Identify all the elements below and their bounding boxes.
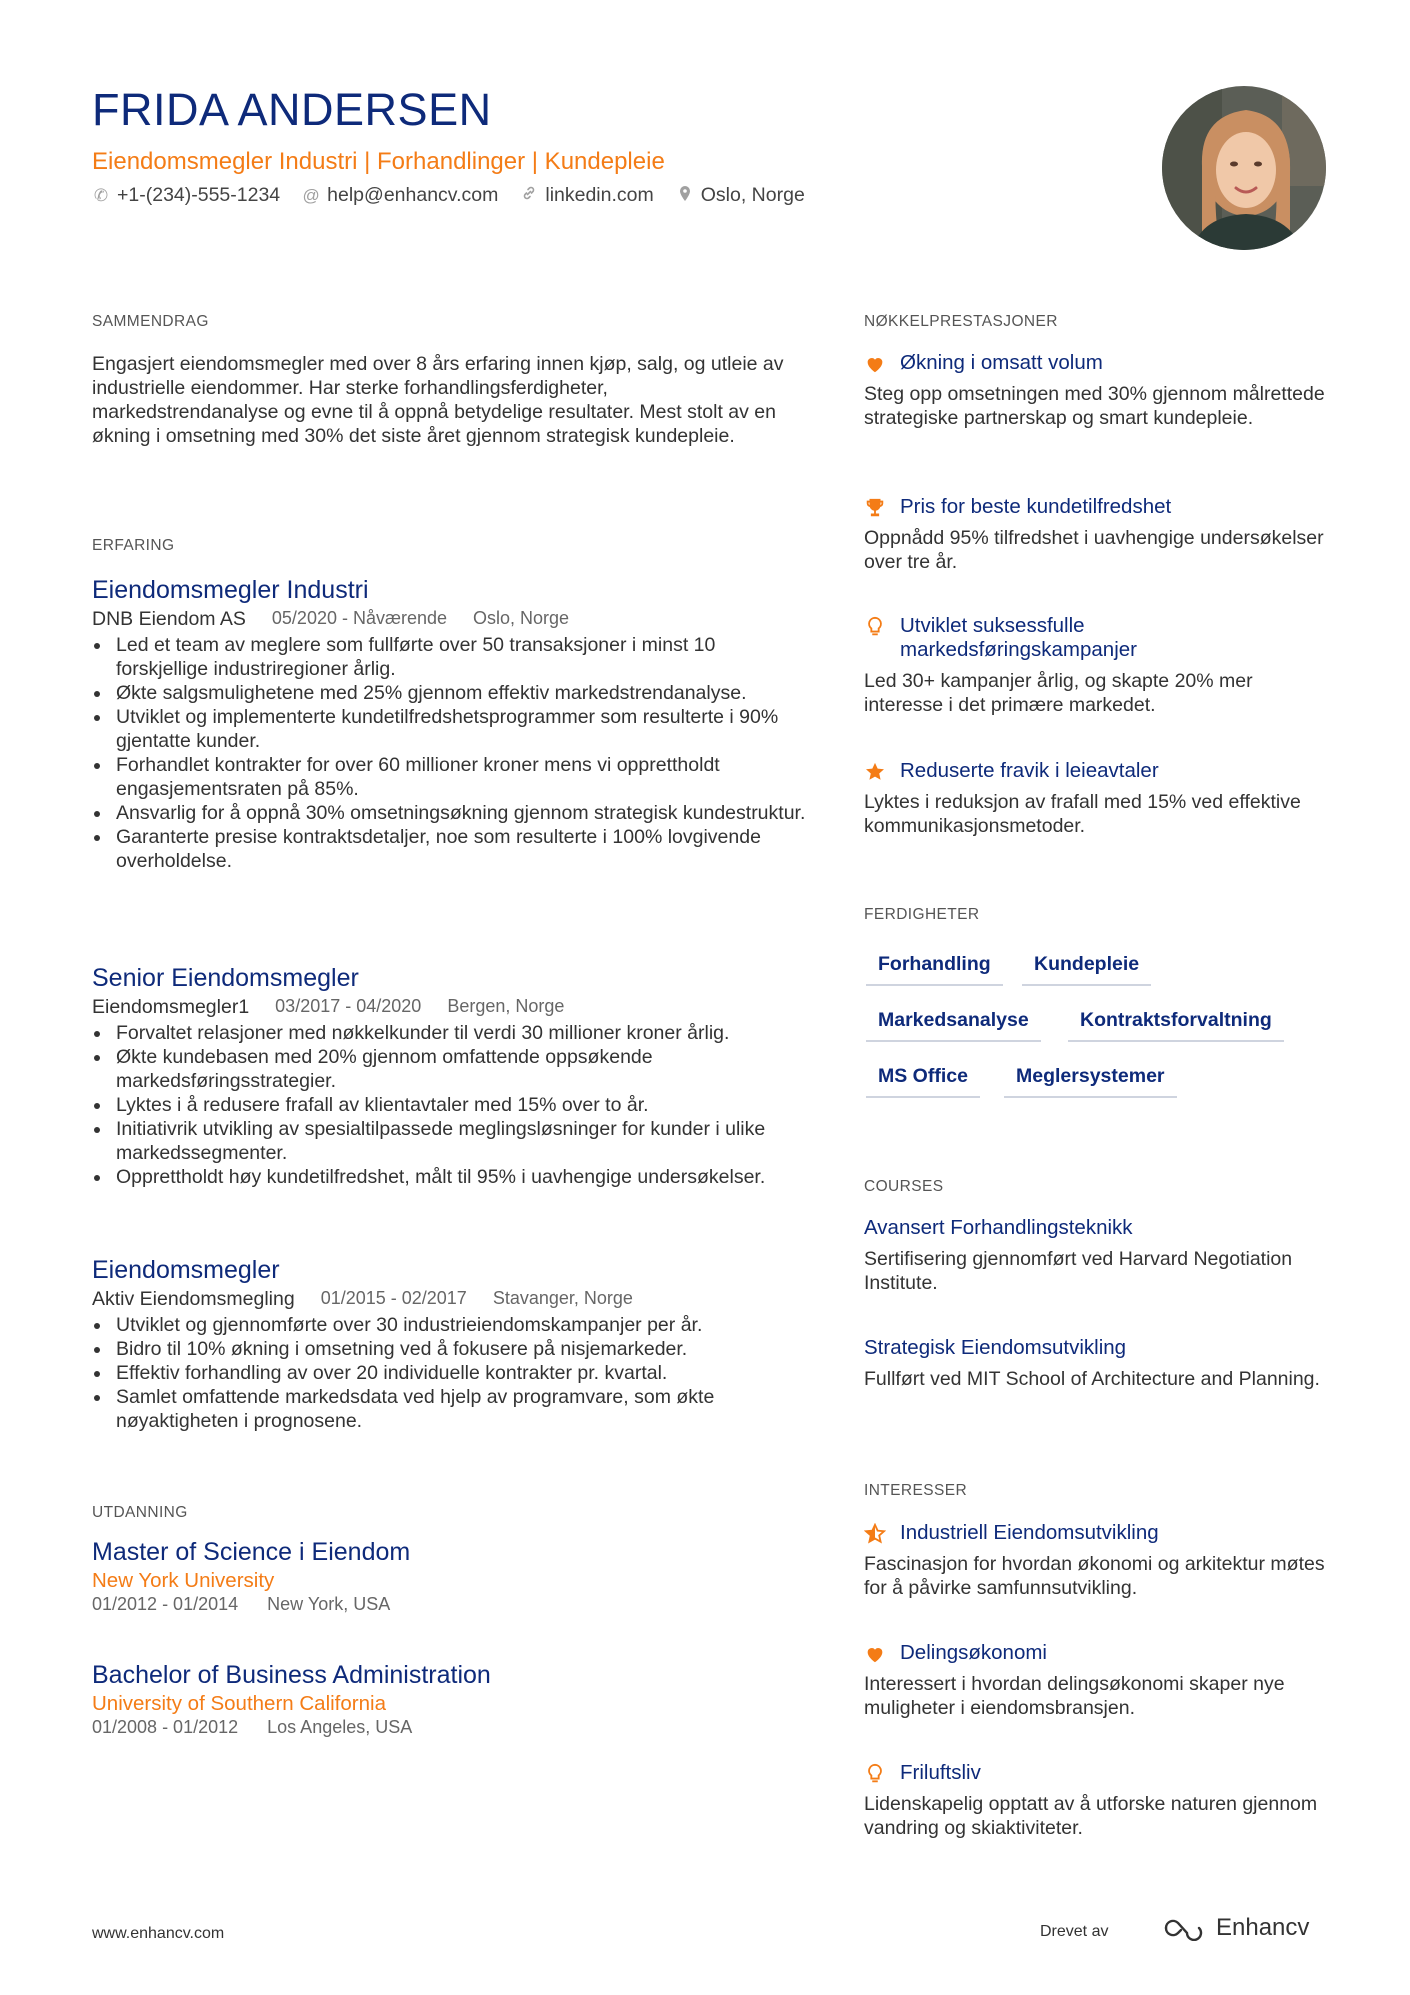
skill-tag: Meglersystemer (1004, 1065, 1177, 1098)
achievement-title: Pris for beste kundetilfredshet (900, 495, 1172, 518)
education-location: Los Angeles, USA (267, 1717, 413, 1737)
course-text: Fullført ved MIT School of Architecture and Planning. (864, 1368, 1320, 1390)
education-location: New York, USA (267, 1594, 391, 1614)
bullet: • Led et team av meglere som fullførte over 50 transaksjoner i minst 10 forskjellige industriregioner årlig. (112, 633, 812, 681)
education-entry (92, 1661, 491, 1738)
bullet: • Ansvarlig for å oppnå 30% omsetningsøkning gjennom strategisk kundestruktur. (112, 801, 812, 825)
job-location: Bergen, Norge (447, 996, 565, 1016)
location-text: Oslo, Norge (700, 184, 805, 206)
star-icon (864, 761, 886, 783)
school-name: University of Southern California (92, 1692, 386, 1715)
job-entry (92, 576, 812, 873)
course-text: Sertifisering gjennomført ved Harvard Negotiation Institute. (864, 1248, 1293, 1294)
courses-section-title: COURSES (864, 1178, 944, 1195)
education-meta (92, 1717, 491, 1738)
achievement-text: Oppnådd 95% tilfredshet i uavhengige undersøkelser over tre år. (864, 527, 1324, 573)
bullet: • Forhandlet kontrakter for over 60 millioner kroner mens vi opprettholdt engasjementsraten på 85%. (112, 753, 812, 801)
bullet: • Samlet omfattende markedsdata ved hjelp av programvare, som økte nøyaktigheten i prognosene. (112, 1385, 812, 1433)
achievement-item (864, 495, 1334, 574)
trophy-icon (864, 497, 886, 519)
skill-tag: Forhandling (866, 953, 1003, 986)
bullet: • Forvaltet relasjoner med nøkkelkunder til verdi 30 millioner kroner årlig. (112, 1021, 812, 1045)
education-entry (92, 1538, 410, 1615)
contact-phone[interactable] (92, 184, 280, 207)
link-icon (520, 185, 538, 206)
job-location: Stavanger, Norge (492, 1288, 633, 1308)
phone-icon: ✆ (93, 185, 109, 205)
company-line (92, 1288, 812, 1311)
footer-url[interactable]: www.enhancv.com (92, 1925, 225, 1942)
bullet: • Utviklet og implementerte kundetilfredshetsprogrammer som resulterte i 90% gjentatte kunder. (112, 705, 812, 753)
company-line (92, 608, 812, 631)
school-name: New York University (92, 1569, 275, 1592)
job-bullets (92, 633, 812, 873)
interest-title: Industriell Eiendomsutvikling (900, 1521, 1159, 1544)
skill-tag: Kundepleie (1022, 953, 1151, 986)
contact-email[interactable] (302, 184, 498, 207)
job-dates: 03/2017 - 04/2020 (275, 996, 422, 1016)
location-icon (676, 185, 694, 207)
contact-location (676, 184, 805, 207)
bullet: • Lyktes i å redusere frafall av klientavtaler med 15% over to år. (112, 1093, 812, 1117)
interest-title: Friluftsliv (900, 1761, 981, 1784)
achievement-text: Steg opp omsetningen med 30% gjennom målrettede strategiske partnerskap og smart kundepleie. (864, 383, 1325, 429)
job-dates: 01/2015 - 02/2017 (320, 1288, 467, 1308)
achievement-title: Økning i omsatt volum (900, 351, 1103, 374)
achievement-item (864, 759, 1334, 838)
education-section-title: UTDANNING (92, 1504, 188, 1521)
skill-tag: MS Office (866, 1065, 980, 1098)
brand-logo[interactable] (1162, 1914, 1309, 1942)
lightbulb-icon (864, 1763, 886, 1785)
course-title: Avansert Forhandlingsteknikk (864, 1216, 1133, 1239)
course-item (864, 1336, 1334, 1391)
skills-section-title: FERDIGHETER (864, 906, 980, 923)
email-text: help@enhancv.com (327, 184, 499, 206)
heart-icon (864, 353, 886, 375)
bullet: • Opprettholdt høy kundetilfredshet, målt til 95% i uavhengige undersøkelser. (112, 1165, 812, 1189)
profile-photo (1162, 86, 1326, 250)
half-star-icon (864, 1523, 886, 1545)
candidate-name: FRIDA ANDERSEN (92, 84, 492, 135)
interest-item (864, 1641, 1334, 1720)
at-icon: @ (302, 185, 320, 205)
achievements-section-title: NØKKELPRESTASJONER (864, 313, 1058, 330)
achievement-title: Reduserte fravik i leieavtaler (900, 759, 1159, 782)
achievement-text: Lyktes i reduksjon av frafall med 15% ved effektive kommunikasjonsmetoder. (864, 791, 1301, 837)
company-name: Eiendomsmegler1 (92, 996, 250, 1018)
skill-tag: Kontraktsforvaltning (1068, 1009, 1284, 1042)
education-meta (92, 1594, 410, 1615)
skill-tag: Markedsanalyse (866, 1009, 1041, 1042)
job-title: Eiendomsmegler Industri (92, 576, 369, 604)
summary-section-title: SAMMENDRAG (92, 313, 209, 330)
achievement-title: Utviklet suksessfulle markedsføringskampanjer (900, 614, 1137, 661)
job-dates: 05/2020 - Nåværende (271, 608, 448, 628)
bullet: • Økte kundebasen med 20% gjennom omfattende oppsøkende markedsføringsstrategier. (112, 1045, 812, 1093)
phone-text: +1-(234)-555-1234 (117, 184, 281, 206)
education-dates: 01/2012 - 01/2014 (92, 1594, 239, 1614)
course-item (864, 1216, 1334, 1295)
interest-text: Fascinasjon for hvordan økonomi og arkitektur møtes for å påvirke samfunnsutvikling. (864, 1553, 1325, 1599)
job-location: Oslo, Norge (473, 608, 570, 628)
summary-text: Engasjert eiendomsmegler med over 8 års erfaring innen kjøp, salg, og utleie av industrielle eiendommer. Har sterke forhandlingsferdigheter, markedstrendanalyse og evne til å oppnå betydelige resultater. Mest stolt av en økning i omsetning med 30% det siste året gjennom strategisk kundepleie. (92, 353, 784, 447)
bullet: • Bidro til 10% økning i omsetning ved å fokusere på nisjemarkeder. (112, 1337, 812, 1361)
interest-text: Interessert i hvordan delingsøkonomi skaper nye muligheter i eiendomsbransjen. (864, 1673, 1285, 1719)
interest-item (864, 1761, 1334, 1840)
contact-bar (92, 184, 827, 207)
company-name: DNB Eiendom AS (92, 608, 246, 630)
lightbulb-icon (864, 616, 886, 638)
bullet: • Utviklet og gjennomførte over 30 industrieiendomskampanjer per år. (112, 1313, 812, 1337)
contact-linkedin[interactable] (520, 184, 653, 207)
job-bullets (92, 1021, 812, 1189)
linkedin-text: linkedin.com (545, 184, 654, 206)
degree: Bachelor of Business Administration (92, 1661, 491, 1689)
enhancv-logo-icon (1162, 1915, 1212, 1941)
bullet: • Økte salgsmulighetene med 25% gjennom effektiv markedstrendanalyse. (112, 681, 812, 705)
interest-title: Delingsøkonomi (900, 1641, 1047, 1664)
job-entry (92, 964, 812, 1189)
degree: Master of Science i Eiendom (92, 1538, 411, 1566)
company-line (92, 996, 812, 1019)
interests-section-title: INTERESSER (864, 1482, 968, 1499)
interest-text: Lidenskapelig opptatt av å utforske naturen gjennom vandring og skiaktiviteter. (864, 1793, 1318, 1839)
interest-item (864, 1521, 1334, 1600)
education-dates: 01/2008 - 01/2012 (92, 1717, 239, 1737)
job-bullets (92, 1313, 812, 1433)
job-title: Senior Eiendomsmegler (92, 964, 359, 992)
bullet: • Initiativrik utvikling av spesialtilpassede meglingsløsninger for kunder i ulike markedssegmenter. (112, 1117, 812, 1165)
achievement-item (864, 351, 1334, 430)
experience-section-title: ERFARING (92, 537, 175, 554)
job-title: Eiendomsmegler (92, 1256, 280, 1284)
brand-name: Enhancv (1216, 1914, 1310, 1941)
bullet: • Garanterte presise kontraktsdetaljer, noe som resulterte i 100% lovgivende overholdelse. (112, 825, 812, 873)
headline: Eiendomsmegler Industri | Forhandlinger | Kundepleie (92, 148, 665, 175)
bullet: • Effektiv forhandling av over 20 individuelle kontrakter pr. kvartal. (112, 1361, 812, 1385)
achievement-item (864, 614, 1334, 717)
powered-by-label: Drevet av (1040, 1923, 1109, 1940)
achievement-text: Led 30+ kampanjer årlig, og skapte 20% mer interesse i det primære markedet. (864, 670, 1253, 716)
heart-icon (864, 1643, 886, 1665)
job-entry (92, 1256, 812, 1433)
company-name: Aktiv Eiendomsmegling (92, 1288, 295, 1310)
course-title: Strategisk Eiendomsutvikling (864, 1336, 1127, 1359)
